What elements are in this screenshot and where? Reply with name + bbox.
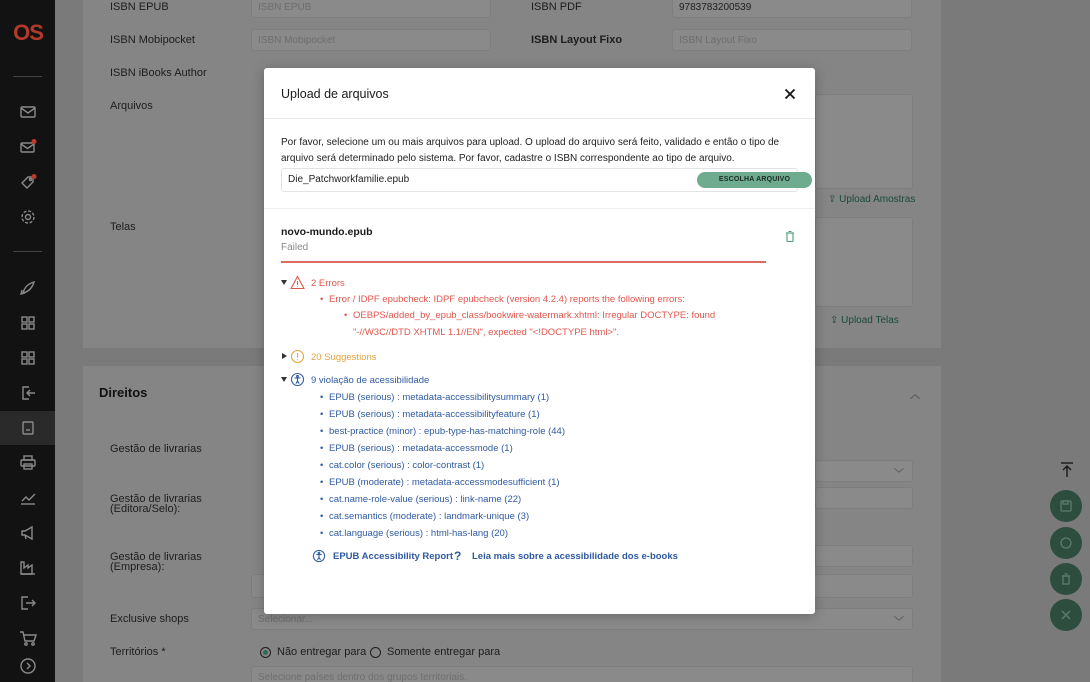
accessibility-report-link[interactable]: EPUB Accessibility Report xyxy=(333,551,454,562)
mail-icon[interactable] xyxy=(19,103,37,121)
scroll-top-icon[interactable] xyxy=(1058,461,1076,479)
upload-telas-link[interactable]: ⇪ Upload Telas xyxy=(830,315,899,326)
territorios-select[interactable]: Selecione países dentro dos grupos territoriais. xyxy=(251,666,913,682)
isbn-mobipocket-input[interactable]: ISBN Mobipocket xyxy=(251,29,491,51)
direitos-title: Direitos xyxy=(99,385,148,400)
tag-icon[interactable] xyxy=(19,173,37,191)
accessibility-title: 9 violação de acessibilidade xyxy=(311,375,430,386)
accessibility-item: • EPUB (serious) : metadata-accessibilitysummary (1) xyxy=(320,392,550,403)
sidebar-divider xyxy=(13,76,42,77)
gestao-empresa-label: Gestão de livrarias (Empresa): xyxy=(110,551,202,573)
help-question-icon: ? xyxy=(454,549,462,563)
apps-icon[interactable] xyxy=(19,349,37,367)
accessibility-item: • cat.language (serious) : html-has-lang (20) xyxy=(320,528,509,539)
accessibility-item: • best-practice (minor) : epub-type-has-matching-role (44) xyxy=(320,426,566,437)
sidebar xyxy=(0,0,55,682)
errors-title: 2 Errors xyxy=(311,278,345,289)
radio-somente-entregar-label: Somente entregar para xyxy=(387,646,501,658)
close-form-button[interactable] xyxy=(1050,599,1082,631)
info-circle-icon xyxy=(290,349,305,364)
chevron-down-icon: ﹀ xyxy=(894,617,904,628)
isbn-pdf-input[interactable]: 9783783200539 xyxy=(672,0,912,18)
uploaded-file-name: novo-mundo.epub xyxy=(281,226,373,238)
gestao-livrarias-label: Gestão de livrarias xyxy=(110,443,202,455)
close-icon[interactable] xyxy=(782,86,798,102)
error-item: • Error / IDPF epubcheck: IDPF epubcheck (version 4.2.4) reports the following errors: xyxy=(320,294,685,305)
modal-divider xyxy=(264,208,815,209)
radio-nao-entregar-label: Não entregar para xyxy=(277,646,367,658)
isbn-layout-input[interactable]: ISBN Layout Fixo xyxy=(672,29,912,51)
accessibility-item: • EPUB (moderate) : metadata-accessmodesufficient (1) xyxy=(320,477,560,488)
isbn-pdf-label: ISBN PDF xyxy=(531,1,582,13)
collapse-chevron-icon[interactable]: ︿ xyxy=(910,390,920,401)
error-sub-item-continuation: "-//W3C//DTD XHTML 1.1//EN", expected "<!DOCTYPE html>". xyxy=(353,327,620,338)
modal-description: Por favor, selecione um ou mais arquivos para upload. O upload do arquivo será feito, validado e então o tipo de arquivo será determinado pelo sistema. Por favor, cadastre o ISBN correspondente ao tipo de arquivo. xyxy=(281,137,780,164)
gestao-empresa-input[interactable] xyxy=(815,545,913,567)
radio-nao-entregar[interactable] xyxy=(260,647,271,658)
accessibility-item: • cat.semantics (moderate) : landmark-unique (3) xyxy=(320,511,530,522)
book-icon[interactable] xyxy=(19,419,37,437)
gear-icon[interactable] xyxy=(19,208,37,226)
isbn-mobipocket-label: ISBN Mobipocket xyxy=(110,34,195,46)
choose-file-button[interactable]: ESCOLHA ARQUIVO xyxy=(697,172,812,188)
gestao-editora-label: Gestão de livrarias (Editora/Selo): xyxy=(110,493,202,515)
territorios-label: Territórios * xyxy=(110,646,166,658)
status-button[interactable] xyxy=(1050,527,1082,559)
save-button[interactable] xyxy=(1050,490,1082,522)
chart-icon[interactable] xyxy=(19,489,37,507)
isbn-epub-label: ISBN EPUB xyxy=(110,1,169,13)
exclusive-shops-select[interactable]: Selecionar... xyxy=(251,608,913,630)
accessibility-item: • EPUB (serious) : metadata-accessibilityfeature (1) xyxy=(320,409,540,420)
accessibility-item: • cat.name-role-value (serious) : link-name (22) xyxy=(320,494,522,505)
collapsed-arrow-icon[interactable] xyxy=(282,353,287,359)
delete-button[interactable] xyxy=(1050,563,1082,595)
notification-mail-icon[interactable] xyxy=(19,138,37,156)
cart-icon[interactable] xyxy=(19,629,37,647)
printer-icon[interactable] xyxy=(19,454,37,472)
expand-arrow-icon[interactable] xyxy=(281,280,287,285)
warning-triangle-icon xyxy=(290,275,305,290)
modal-title: Upload de arquivos xyxy=(281,87,389,101)
rocket-icon[interactable] xyxy=(19,279,37,297)
import-icon[interactable] xyxy=(19,384,37,402)
trash-icon[interactable] xyxy=(784,230,796,243)
upload-status: Failed xyxy=(281,242,309,253)
accessibility-icon xyxy=(290,372,305,387)
telas-dropzone[interactable] xyxy=(815,217,913,307)
error-sub-item: • OEBPS/added_by_epub_class/bookwire-watermark.xhtml: Irregular DOCTYPE: found xyxy=(344,310,716,321)
selected-file-name: Die_Patchworkfamilie.epub xyxy=(288,174,410,185)
upload-progress-bar xyxy=(281,261,766,263)
telas-label: Telas xyxy=(110,221,136,233)
grid-icon[interactable] xyxy=(19,314,37,332)
chevron-down-icon: ﹀ xyxy=(894,469,904,480)
app-logo[interactable]: OS xyxy=(13,20,43,45)
accessibility-item: • EPUB (serious) : metadata-accessmode (1) xyxy=(320,443,513,454)
isbn-layout-label: ISBN Layout Fixo xyxy=(531,34,623,46)
accessibility-help-link[interactable]: Leia mais sobre a acessibilidade dos e-books xyxy=(472,551,678,562)
gestao-editora-input[interactable] xyxy=(815,487,913,509)
expand-icon[interactable] xyxy=(19,657,37,675)
isbn-epub-input[interactable]: ISBN EPUB xyxy=(251,0,491,18)
isbn-ibooks-label: ISBN iBooks Author xyxy=(110,67,207,79)
arquivos-dropzone[interactable] xyxy=(815,94,913,189)
radio-somente-entregar[interactable] xyxy=(370,647,381,658)
upload-modal xyxy=(264,68,815,614)
megaphone-icon[interactable] xyxy=(19,524,37,542)
accessibility-item: • cat.color (serious) : color-contrast (1) xyxy=(320,460,485,471)
accessibility-report-icon xyxy=(312,549,326,566)
suggestions-title: 20 Suggestions xyxy=(311,352,377,363)
expand-arrow-icon[interactable] xyxy=(281,377,287,382)
arquivos-label: Arquivos xyxy=(110,100,153,112)
sidebar-divider xyxy=(13,251,42,252)
exclusive-shops-label: Exclusive shops xyxy=(110,613,189,625)
upload-amostras-link[interactable]: ⇪ Upload Amostras xyxy=(828,194,916,205)
logout-icon[interactable] xyxy=(19,594,37,612)
modal-header xyxy=(264,68,815,119)
factory-icon[interactable] xyxy=(19,559,37,577)
file-picker[interactable] xyxy=(281,168,798,192)
